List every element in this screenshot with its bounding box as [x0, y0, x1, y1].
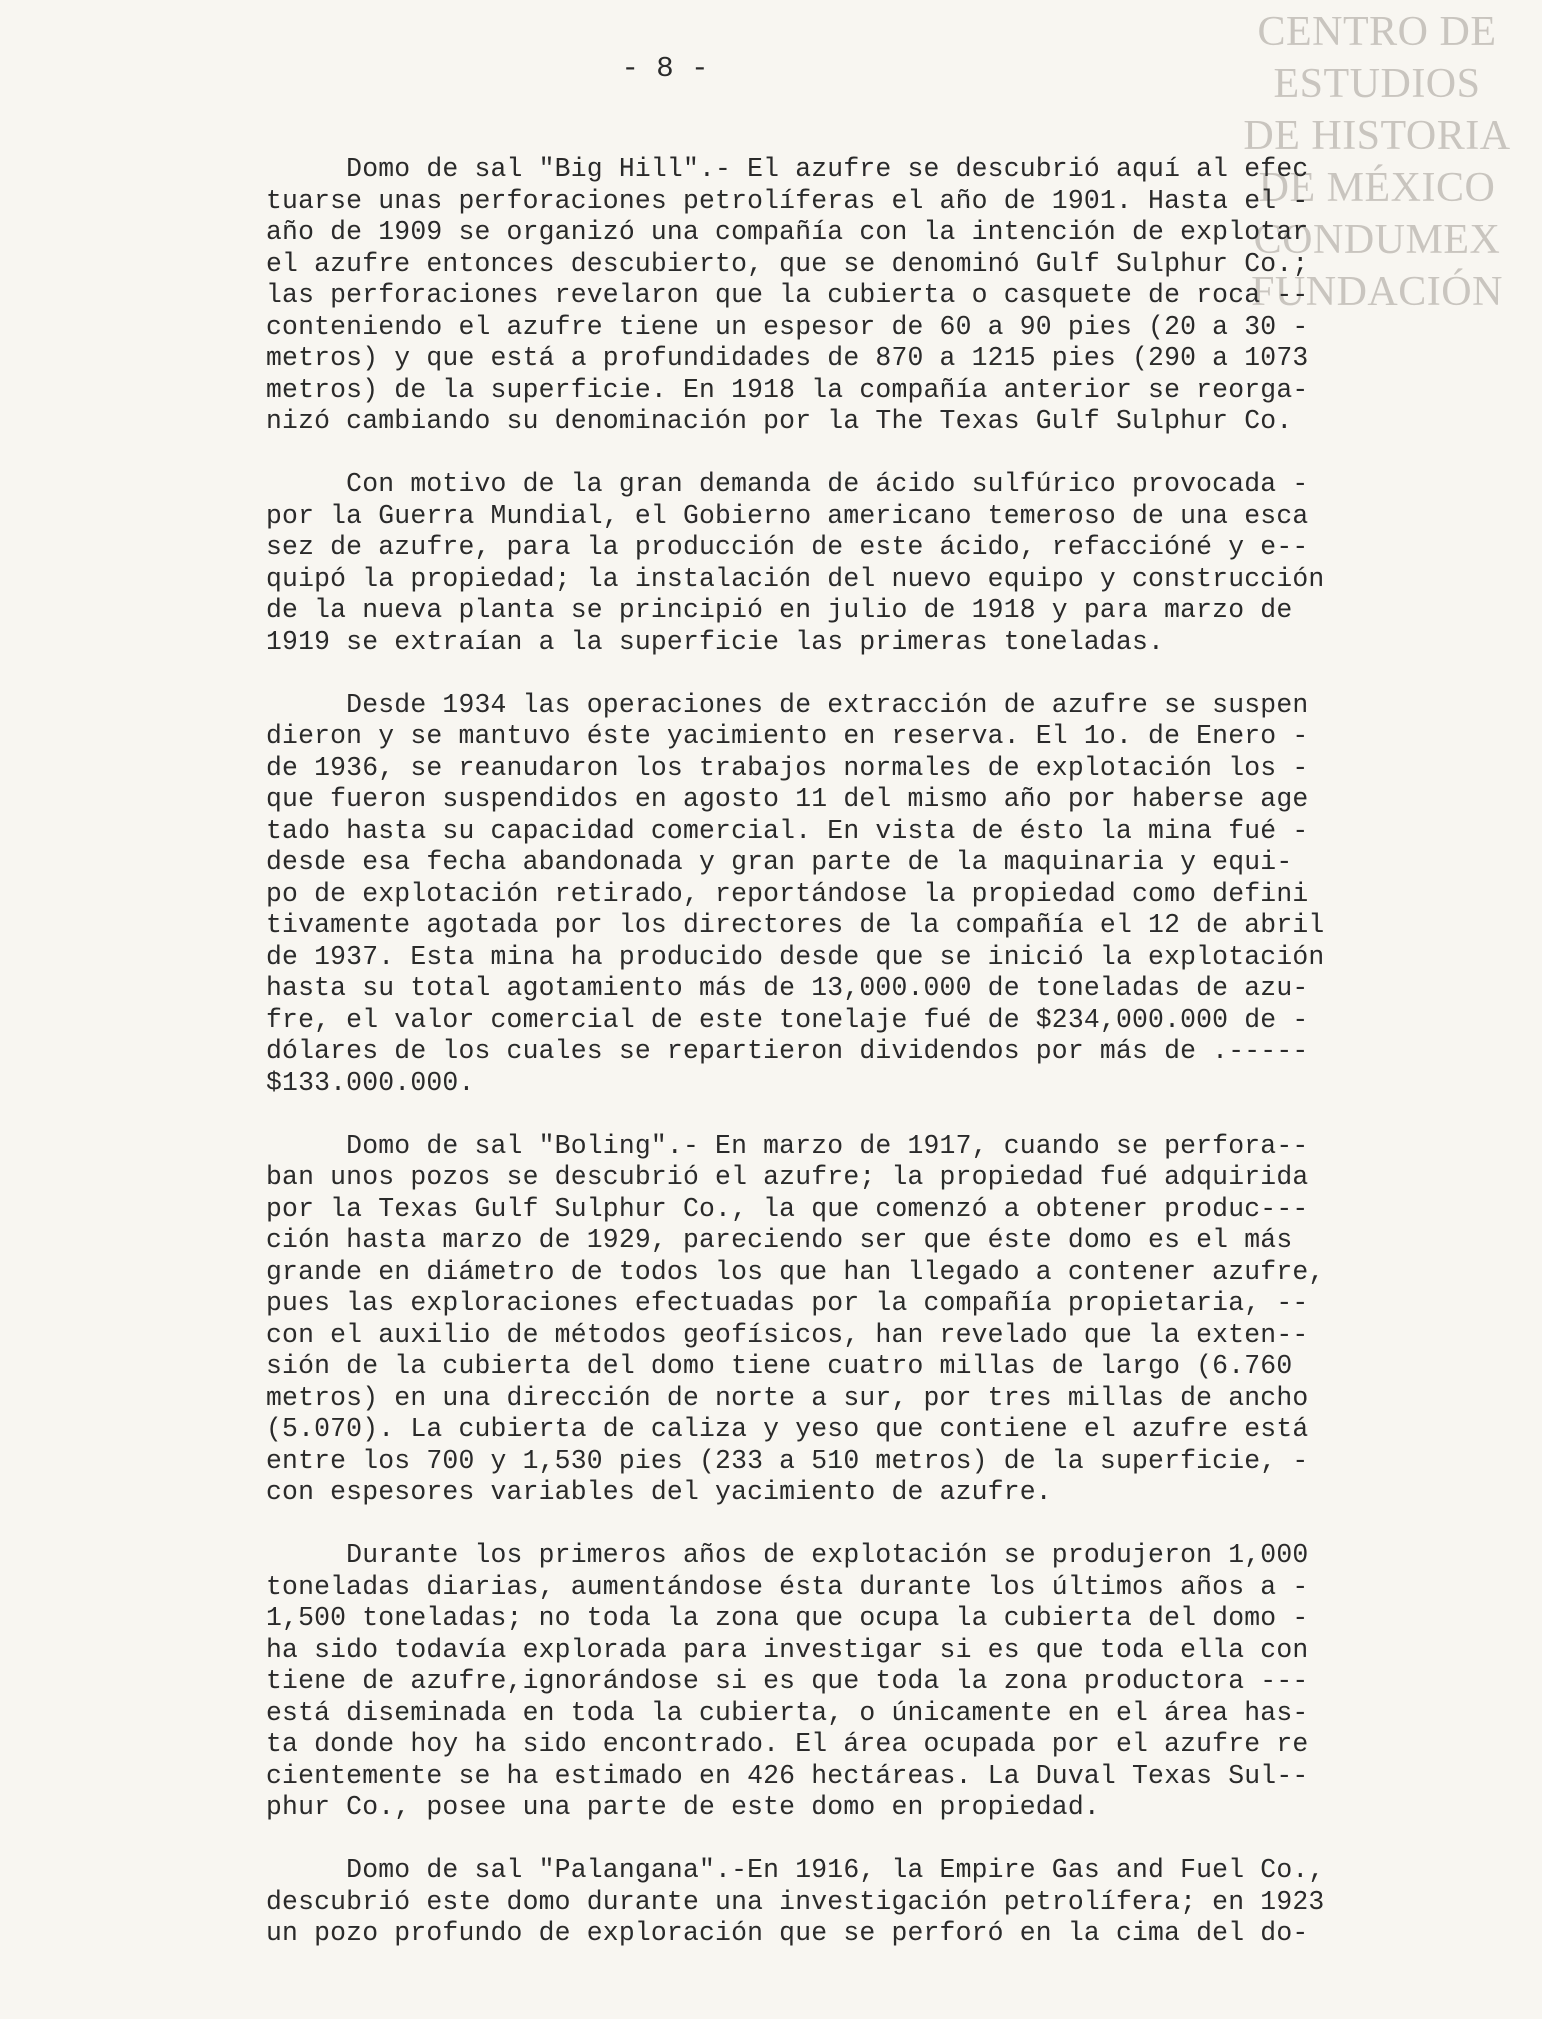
text-line: de la nueva planta se principió en julio de 1918 y para marzo de [266, 595, 1293, 625]
text-line: está diseminada en toda la cubierta, o únicamente en el área has- [266, 1697, 1309, 1728]
text-line: de 1936, se reanudaron los trabajos normales de explotación los - [266, 752, 1309, 783]
watermark-line: FUNDACIÓN [1251, 269, 1503, 315]
text-line: Desde 1934 las operaciones de extracción de azufre se suspen [266, 689, 1309, 720]
text-line: Durante los primeros años de explotación se produjeron 1,000 [266, 1540, 1309, 1570]
text-line: ta donde hoy ha sido encontrado. El área ocupada por el azufre re [266, 1729, 1309, 1759]
text-line: con el auxilio de métodos geofísicos, han revelado que la exten-- [266, 1319, 1309, 1350]
text-line: dieron y se mantuvo éste yacimiento en reserva. El 1o. de Enero - [266, 721, 1309, 751]
text-line: grande en diámetro de todos los que han llegado a contener azufre, [266, 1256, 1325, 1287]
text-line: dólares de los cuales se repartieron dividendos por más de .----- [266, 1036, 1309, 1066]
text-line: tuarse unas perforaciones petrolíferas el año de 1901. Hasta el - [266, 185, 1309, 216]
text-line: nizó cambiando su denominación por la The Texas Gulf Sulphur Co. [266, 406, 1293, 436]
text-line: descubrió este domo durante una investigación petrolífera; en 1923 [266, 1886, 1325, 1917]
text-line: Con motivo de la gran demanda de ácido sulfúrico provocada - [266, 469, 1309, 499]
text-line: sez de azufre, para la producción de este ácido, refaccióné y e-- [266, 532, 1309, 562]
text-line: metros) en una dirección de norte a sur, por tres millas de ancho [266, 1382, 1309, 1413]
text-line: 1919 se extraían a la superficie las primeras toneladas. [266, 626, 1165, 657]
paragraph [266, 154, 1516, 438]
watermark-line: ESTUDIOS [1273, 61, 1481, 107]
text-line: las perforaciones revelaron que la cubierta o casquete de roca -- [266, 280, 1309, 310]
text-line: entre los 700 y 1,530 pies (233 a 510 metros) de la superficie, - [266, 1445, 1309, 1476]
text-line: tado hasta su capacidad comercial. En vista de ésto la mina fué - [266, 815, 1309, 846]
text-line: año de 1909 se organizó una compañía con la intención de explotar [266, 217, 1309, 247]
text-line: ha sido todavía explorada para investigar si es que toda ella con [266, 1634, 1309, 1665]
text-line: Domo de sal "Palangana".-En 1916, la Empire Gas and Fuel Co., [266, 1855, 1325, 1885]
watermark-line: DE MÉXICO [1258, 165, 1496, 211]
text-line: conteniendo el azufre tiene un espesor de 60 a 90 pies (20 a 30 - [266, 311, 1309, 342]
text-line: quipó la propiedad; la instalación del nuevo equipo y construcción [266, 563, 1325, 594]
document-body [266, 154, 1516, 1981]
text-line: hasta su total agotamiento más de 13,000.000 de toneladas de azu- [266, 973, 1309, 1003]
text-line: ción hasta marzo de 1929, pareciendo ser que éste domo es el más [266, 1225, 1293, 1255]
text-line: ban unos pozos se descubrió el azufre; la propiedad fué adquirida [266, 1162, 1309, 1192]
text-line: el azufre entonces descubierto, que se denominó Gulf Sulphur Co.; [266, 248, 1309, 279]
text-line: por la Guerra Mundial, el Gobierno americano temeroso de una esca [266, 500, 1309, 531]
text-line: pues las exploraciones efectuadas por la compañía propietaria, -- [266, 1288, 1309, 1318]
text-line: fre, el valor comercial de este tonelaje fué de $234,000.000 de - [266, 1004, 1309, 1035]
text-line: $133.000.000. [266, 1067, 475, 1098]
text-line: con espesores variables del yacimiento de azufre. [266, 1477, 1052, 1507]
text-line: po de explotación retirado, reportándose la propiedad como defini [266, 878, 1309, 909]
text-line: 1,500 toneladas; no toda la zona que ocupa la cubierta del domo - [266, 1603, 1309, 1633]
watermark-line: DE HISTORIA [1243, 113, 1511, 159]
page-number: - 8 - [621, 52, 709, 85]
text-line: (5.070). La cubierta de caliza y yeso que contiene el azufre está [266, 1414, 1309, 1444]
text-line: que fueron suspendidos en agosto 11 del mismo año por haberse age [266, 784, 1309, 814]
text-line: Domo de sal "Boling".- En marzo de 1917, cuando se perfora-- [266, 1130, 1309, 1161]
text-line: cientemente se ha estimado en 426 hectáreas. La Duval Texas Sul-- [266, 1760, 1309, 1791]
text-line: de 1937. Esta mina ha producido desde que se inició la explotación [266, 941, 1325, 972]
text-line: desde esa fecha abandonada y gran parte de la maquinaria y equi- [266, 847, 1293, 877]
paragraph [266, 469, 1516, 658]
text-line: metros) y que está a profundidades de 870 a 1215 pies (290 a 1073 [266, 343, 1309, 373]
text-line: tiene de azufre,ignorándose si es que toda la zona productora --- [266, 1666, 1309, 1696]
text-line: por la Texas Gulf Sulphur Co., la que comenzó a obtener produc--- [266, 1193, 1309, 1224]
watermark-line: CENTRO DE [1257, 9, 1497, 55]
paragraph [266, 690, 1516, 1100]
watermark-line: CONDUMEX [1253, 217, 1501, 263]
text-line: Domo de sal "Big Hill".- El azufre se descubrió aquí al efec [266, 154, 1309, 184]
paragraph [266, 1131, 1516, 1509]
text-line: metros) de la superficie. En 1918 la compañía anterior se reorga- [266, 374, 1309, 405]
text-line: tivamente agotada por los directores de la compañía el 12 de abril [266, 910, 1325, 940]
paragraph [266, 1855, 1516, 1950]
text-line: un pozo profundo de exploración que se perforó en la cima del do- [266, 1918, 1309, 1948]
paragraph [266, 1540, 1516, 1824]
text-line: phur Co., posee una parte de este domo en propiedad. [266, 1792, 1100, 1822]
text-line: sión de la cubierta del domo tiene cuatro millas de largo (6.760 [266, 1351, 1293, 1381]
text-line: toneladas diarias, aumentándose ésta durante los últimos años a - [266, 1571, 1309, 1602]
